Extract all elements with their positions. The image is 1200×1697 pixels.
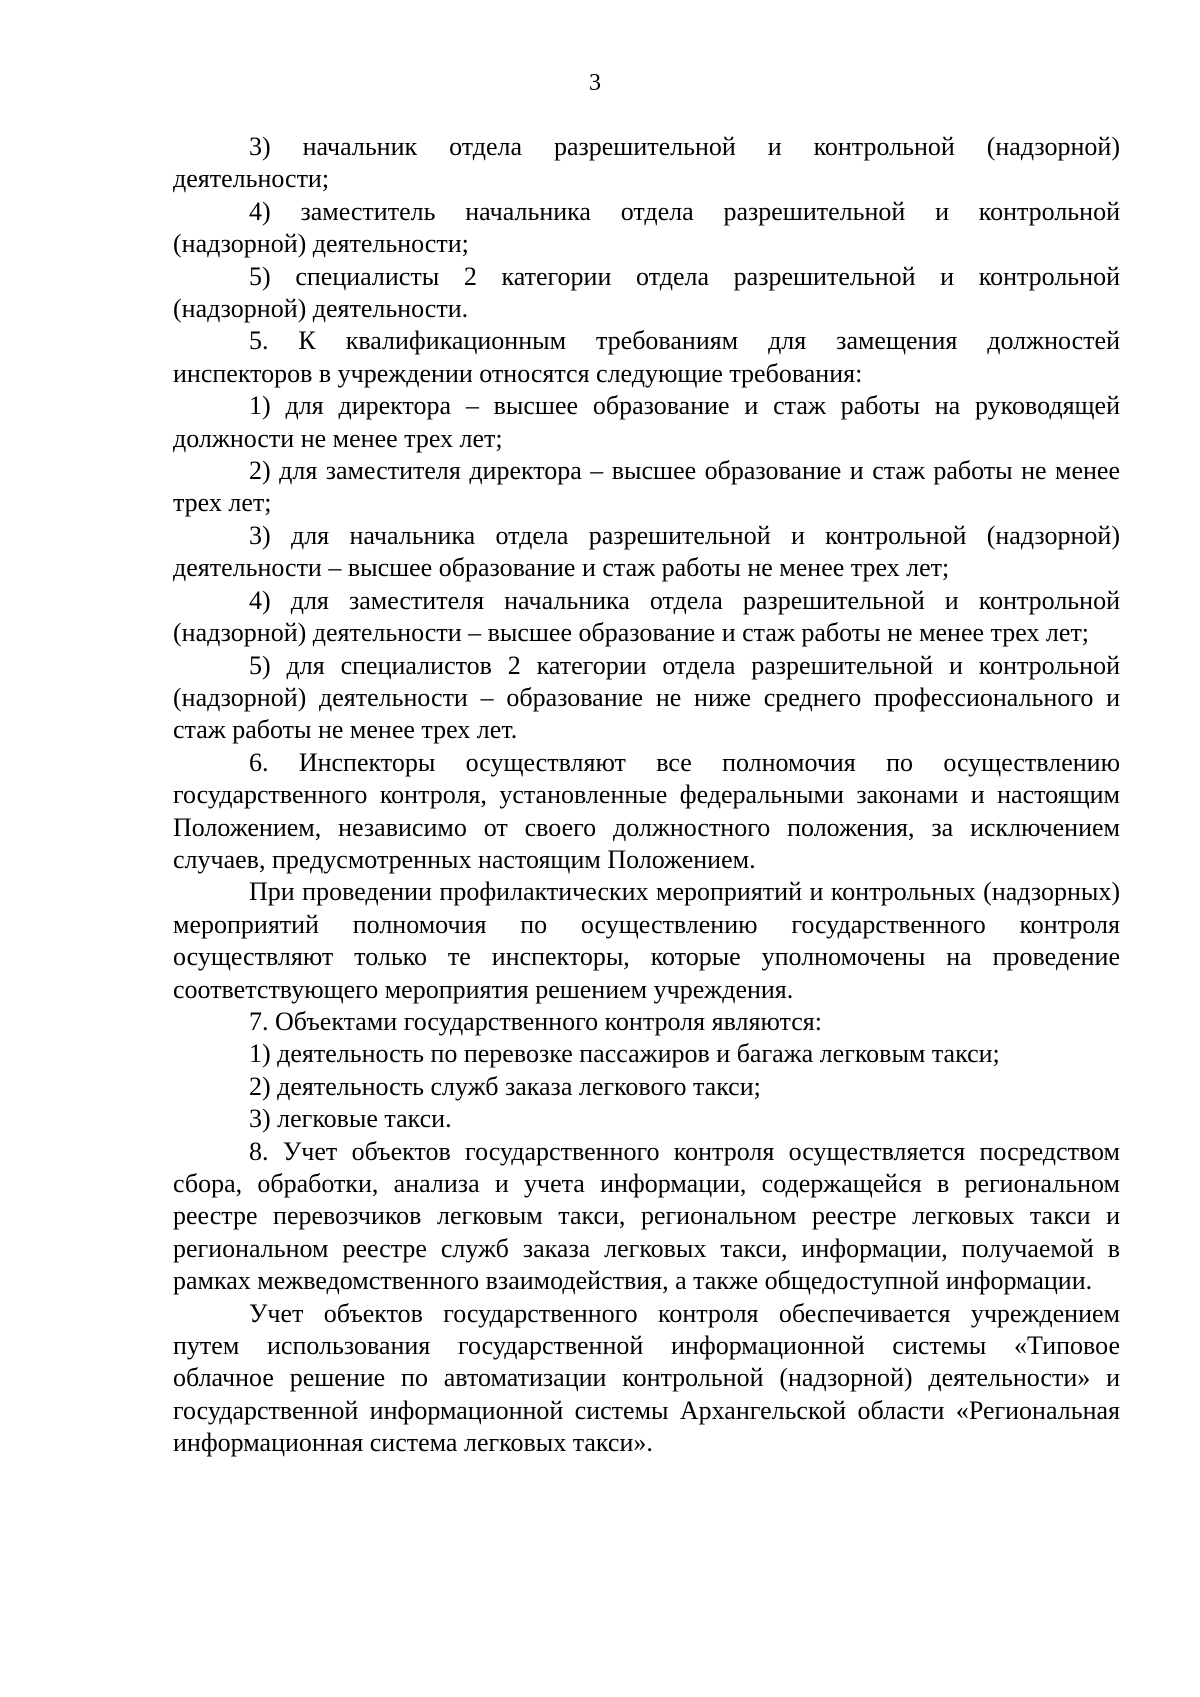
paragraph-item-3-head: 3) начальник отдела разрешительной и контрольной (надзорной) деятельности; (173, 132, 1120, 194)
paragraph-req-head: 3) для начальника отдела разрешительной и контрольной (надзорной) деятельности – высшее образование и стаж работы не менее трех лет; (173, 520, 1120, 583)
paragraph-section-7: 7. Объектами государственного контроля являются: (249, 1006, 822, 1036)
paragraph-item-4-deputy-head: 4) заместитель начальника отдела разрешительной и контрольной (надзорной) деятельности; (173, 196, 1120, 259)
paragraph-object-3: 3) легковые такси. (249, 1104, 452, 1134)
paragraph-req-director: 1) для директора – высшее образование и стаж работы на руководящей должности не менее трех лет; (173, 391, 1120, 453)
paragraph-section-6: 6. Инспекторы осуществляют все полномочия по осуществлению государственного контроля, установленные федеральными законами и настоящим Положением, независимо от своего должностного положения, за исключением случаев, предусмотренных настоящим Положением. (173, 747, 1120, 874)
paragraph-req-deputy-director: 2) для заместителя директора – высшее образование и стаж работы не менее трех лет; (173, 456, 1120, 518)
paragraph-req-deputy-head: 4) для заместителя начальника отдела разрешительной и контрольной (надзорной) деятельности – высшее образование и стаж работы не менее трех лет; (173, 585, 1120, 648)
paragraph-object-1: 1) деятельность по перевозке пассажиров и багажа легковым такси; (249, 1039, 1000, 1069)
page-number: 3 (589, 70, 601, 96)
paragraph-item-5-specialists: 5) специалисты 2 категории отдела разрешительной и контрольной (надзорной) деятельности. (173, 261, 1120, 324)
paragraph-object-2: 2) деятельность служб заказа легкового такси; (249, 1071, 761, 1101)
paragraph-section-8-cont: Учет объектов государственного контроля обеспечивается учреждением путем использования государственной информационной системы «Типовое облачное решение по автоматизации контрольной (надзорной) деятельности» и государственной информационной системы Архангельской области «Региональная информационная система легковых такси». (173, 1298, 1120, 1458)
paragraph-section-5: 5. К квалификационным требованиям для замещения должностей инспекторов в учреждении относятся следующие требования: (173, 326, 1120, 388)
paragraph-section-6-cont: При проведении профилактических мероприятий и контрольных (надзорных) мероприятий полномочия по осуществлению государственного контроля осуществляют только те инспекторы, которые уполномочены на проведение соответствующего мероприятия решением учреждения. (173, 877, 1120, 1004)
document-body (173, 131, 1120, 1460)
paragraph-section-8: 8. Учет объектов государственного контроля осуществляется посредством сбора, обработки, анализа и учета информации, содержащейся в региональном реестре перевозчиков легковым такси, региональном реестре легковых такси и региональном реестре служб заказа легковых такси, информации, получаемой в рамках межведомственного взаимодействия, а также общедоступной информации. (173, 1136, 1120, 1296)
paragraph-req-specialists: 5) для специалистов 2 категории отдела разрешительной и контрольной (надзорной) деятельности – образование не ниже среднего профессионального и стаж работы не менее трех лет. (173, 650, 1120, 745)
